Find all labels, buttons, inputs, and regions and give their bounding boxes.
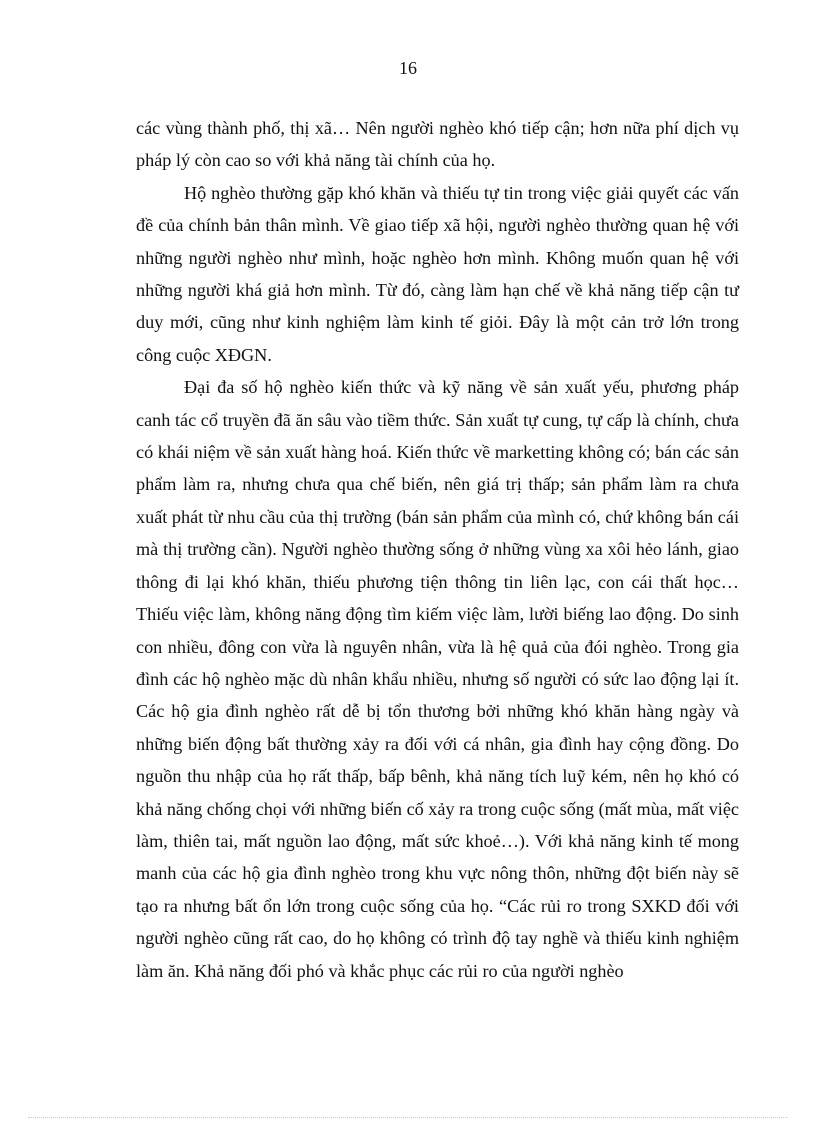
body-text [136,112,739,987]
page-number: 16 [399,58,417,78]
paragraph-social-relations: Hộ nghèo thường gặp khó khăn và thiếu tự tin trong việc giải quyết các vấn đề của chính bản thân mình. Về giao tiếp xã hội, người nghèo thường quan hệ với những người nghèo như mình, hoặc nghèo hơn mình. Không muốn quan hệ với những người khá giả hơn mình. Từ đó, càng làm hạn chế về khả năng tiếp cận tư duy mới, cũng như kinh nghiệm làm kinh tế giỏi. Đây là một cản trở lớn trong công cuộc XĐGN. [136,182,739,365]
paragraph-knowledge-skills: Đại đa số hộ nghèo kiến thức và kỹ năng về sản xuất yếu, phương pháp canh tác cổ truyền đã ăn sâu vào tiềm thức. Sản xuất tự cung, tự cấp là chính, chưa có khái niệm về sản xuất hàng hoá. Kiến thức về marketting không có; bán các sản phẩm làm ra, nhưng chưa qua chế biến, nên giá trị thấp; sản phẩm làm ra chưa xuất phát từ nhu cầu của thị trường (bán sản phẩm của mình có, chứ không bán cái mà thị trường cần). Người nghèo thường sống ở những vùng xa xôi hẻo lánh, giao thông đi lại khó khăn, thiếu phương tiện thông tin liên lạc, con cái thất học…Thiếu việc làm, không năng động tìm kiếm việc làm, lười biếng lao động. Do sinh con nhiều, đông con vừa là nguyên nhân, vừa là hệ quả của đói nghèo. Trong gia đình các hộ nghèo mặc dù nhân khẩu nhiều, nhưng số người có sức lao động lại ít. Các hộ gia đình nghèo rất dễ bị tổn thương bởi những khó khăn hàng ngày và những biến động bất thường xảy ra đối với cá nhân, gia đình hay cộng đồng. Do nguồn thu nhập của họ rất thấp, bấp bênh, khả năng tích luỹ kém, nên họ khó có khả năng chống chọi với những biến cố xảy ra trong cuộc sống (mất mùa, mất việc làm, thiên tai, mất nguồn lao động, mất sức khoẻ…). Với khả năng kinh tế mong manh của các hộ gia đình nghèo trong khu vực nông thôn, những đột biến này sẽ tạo ra nhưng bất ổn lớn trong cuộc sống của họ. “Các rủi ro trong SXKD đối với người nghèo cũng rất cao, do họ không có trình độ tay nghề và thiếu kinh nghiệm làm ăn. Khả năng đối phó và khắc phục các rủi ro của người nghèo [136,377,739,981]
page-bottom-divider [28,1117,788,1118]
paragraph-continuation: các vùng thành phố, thị xã… Nên người nghèo khó tiếp cận; hơn nữa phí dịch vụ pháp lý còn cao so với khả năng tài chính của họ. [136,118,739,171]
